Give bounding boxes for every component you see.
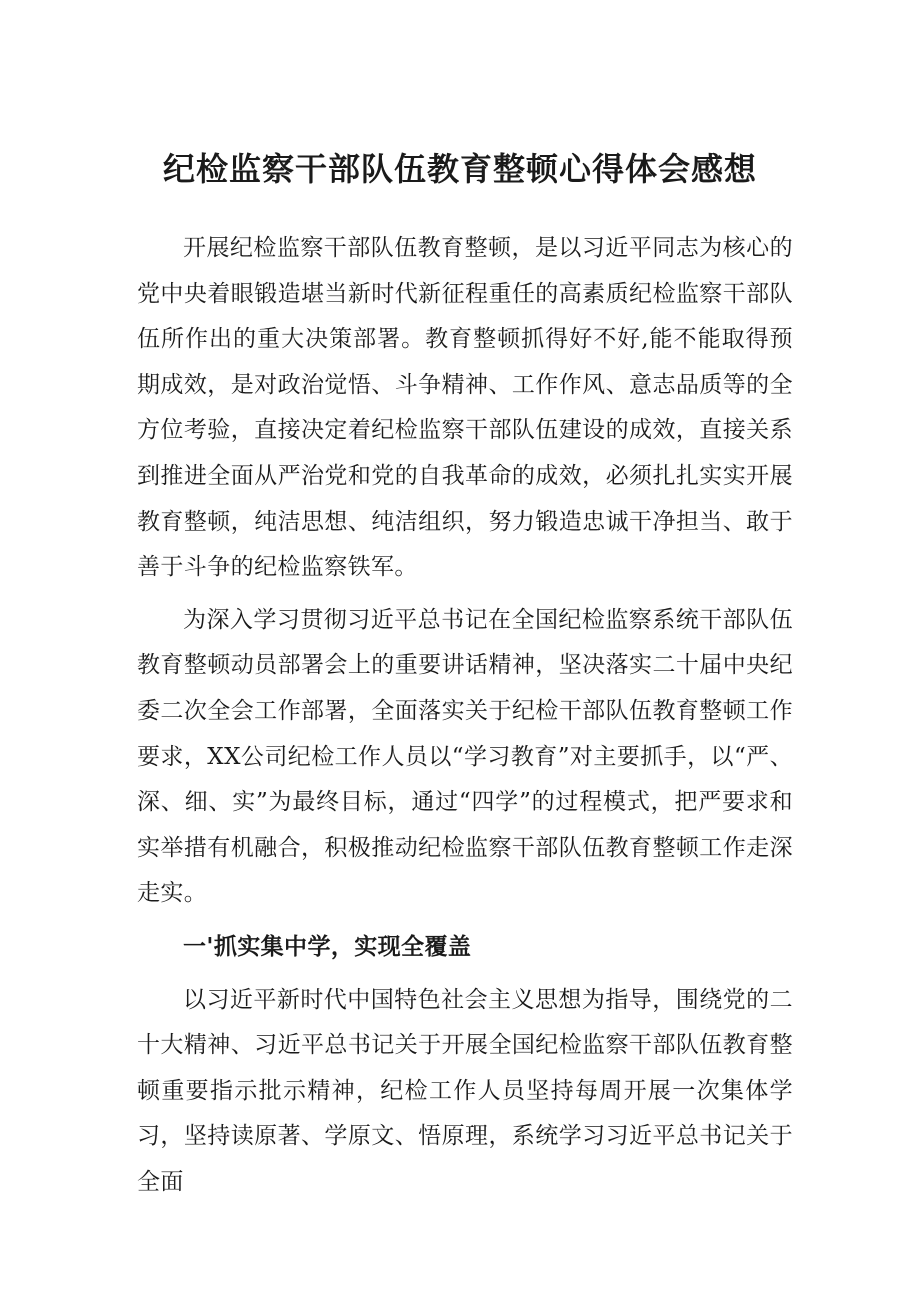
purpose-paragraph: 为深入学习贯彻习近平总书记在全国纪检监察系统干部队伍教育整顿动员部署会上的重要讲话精神，坚决落实二十届中央纪委二次全会工作部署，全面落实关于纪检干部队伍教育整顿工作要求，XX公司纪检工作人员以“学习教育”对主要抓手，以“严、深、细、实”为最终目标，通过“四学”的过程模式，把严要求和实举措有机融合，积极推动纪检监察干部队伍教育整顿工作走深走实。	[137, 606, 793, 907]
document-title: 纪检监察干部队伍教育整顿心得体会感想	[162, 150, 757, 188]
document-body	[137, 226, 793, 1205]
intro-paragraph: 开展纪检监察干部队伍教育整顿，是以习近平同志为核心的党中央着眼锻造堪当新时代新征程重任的高素质纪检监察干部队伍所作出的重大决策部署。教育整顿抓得好不好,能不能取得预期成效，是对政治觉悟、斗争精神、工作作风、意志品质等的全方位考验，直接决定着纪检监察干部队伍建设的成效，直接关系到推进全面从严治党和党的自我革命的成效，必须扎扎实实开展教育整顿，纯洁思想、纯洁组织，努力锻造忠诚干净担当、敢于善于斗争的纪检监察铁军。	[137, 235, 793, 581]
section-heading: 一'抓实集中学，实现全覆盖	[183, 933, 472, 960]
section-paragraph: 以习近平新时代中国特色社会主义思想为指导，围绕党的二十大精神、习近平总书记关于开展全国纪检监察干部队伍教育整顿重要指示批示精神，纪检工作人员坚持每周开展一次集体学习，坚持读原著、学原文、悟原理，系统学习习近平总书记关于全面	[137, 986, 793, 1195]
